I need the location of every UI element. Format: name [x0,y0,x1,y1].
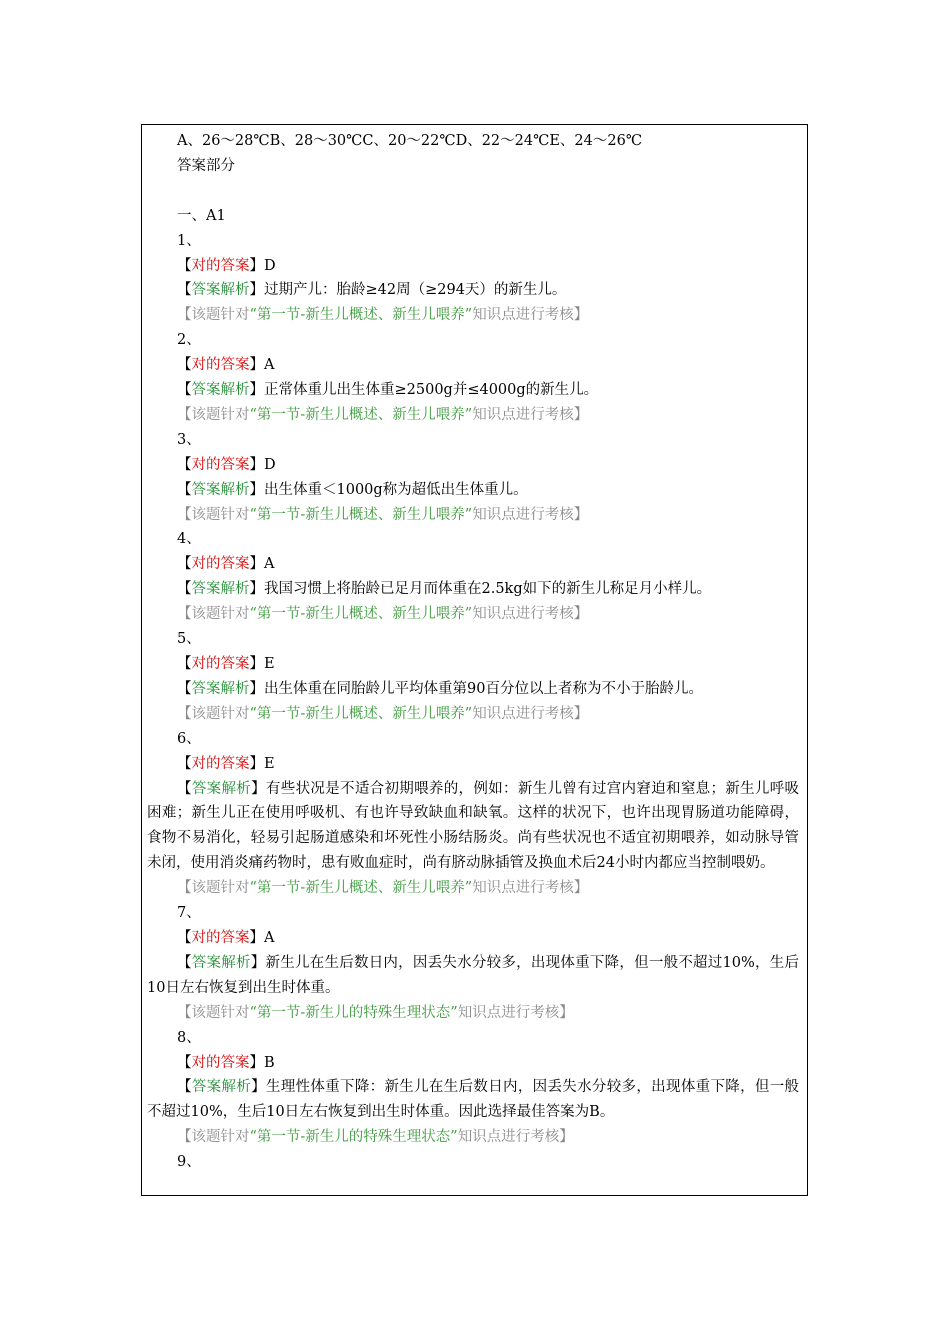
question-number: 1、 [177,232,201,249]
knowledge-note [147,403,799,428]
bracket-right: 】 [249,755,264,772]
bracket-right: 】 [251,780,266,797]
bracket-left: 【 [177,406,192,423]
bracket-right: 】 [249,481,264,498]
answer-label: 对的答案 [191,929,250,946]
knowledge-note [147,303,799,328]
blank-line [147,179,799,204]
document-content [142,125,807,1175]
note-prefix: 该题针对 [191,705,250,722]
note-suffix: 知识点进行考核 [472,506,574,523]
bracket-right: 】 [249,257,264,274]
note-suffix: 知识点进行考核 [472,606,574,623]
bracket-right: 】 [249,1054,264,1071]
analysis-label: 答案解析 [191,1079,252,1096]
analysis-paragraph [147,278,799,303]
analysis-paragraph [147,577,799,602]
answer-label: 对的答案 [191,357,250,374]
bracket-right: 】 [573,705,589,722]
knowledge-note [147,1001,799,1026]
bracket-left: 【 [177,282,192,299]
analysis-text: 生理性体重下降：新生儿在生后数日内，因丢失水分较多，出现体重下降，但一般不超过10%，生后10日左右恢复到出生时体重。因此选择最佳答案为B。 [147,1079,800,1121]
analysis-label: 答案解析 [191,680,250,697]
note-prefix: 该题针对 [191,606,250,623]
document-frame [141,124,808,1196]
question-number: 7、 [177,905,201,922]
note-suffix: 知识点进行考核 [472,406,574,423]
note-suffix: 知识点进行考核 [472,880,574,897]
bracket-left: 【 [177,257,192,274]
answer-line [147,254,799,279]
question-number: 2、 [177,332,201,349]
answer-label: 对的答案 [191,1054,250,1071]
note-topic: “第一节-新生儿的特殊生理状态” [249,1129,458,1146]
bracket-right: 】 [249,581,264,598]
bracket-right: 】 [573,406,589,423]
bracket-left: 【 [177,755,192,772]
answer-label: 对的答案 [191,257,250,274]
answer-line [147,552,799,577]
answer-line [147,1051,799,1076]
answer-value: A [264,556,275,573]
answer-value: A [264,929,275,946]
note-topic: “第一节-新生儿概述、新生儿喂养” [249,606,473,623]
bracket-left: 【 [177,606,192,623]
analysis-paragraph [147,777,799,877]
answer-label: 对的答案 [191,556,250,573]
analysis-text: 新生儿在生后数日内，因丢失水分较多，出现体重下降，但一般不超过10%，生后10日左右恢复到出生时体重。 [147,954,800,996]
analysis-paragraph [147,677,799,702]
bracket-left: 【 [177,680,192,697]
knowledge-note [147,503,799,528]
bracket-right: 】 [251,1079,266,1096]
analysis-label: 答案解析 [191,954,251,971]
bracket-right: 】 [559,1129,574,1146]
answer-label: 对的答案 [191,656,250,673]
analysis-text: 我国习惯上将胎龄已足月而体重在2.5kg如下的新生儿称足月小样儿。 [264,581,712,598]
bracket-right: 】 [249,456,264,473]
note-topic: “第一节-新生儿概述、新生儿喂养” [249,880,473,897]
options-line: A、26～28℃B、28～30℃C、20～22℃D、22～24℃E、24～26℃ [177,133,643,149]
bracket-left: 【 [177,1004,192,1021]
analysis-paragraph [147,478,799,503]
analysis-paragraph [147,951,799,1001]
note-prefix: 该题针对 [191,1004,250,1021]
analysis-text: 正常体重儿出生体重≥2500g并≤4000g的新生儿。 [264,382,599,399]
bracket-right: 】 [573,506,589,523]
bracket-left: 【 [177,481,192,498]
note-suffix: 知识点进行考核 [472,307,574,324]
bracket-left: 【 [177,705,192,722]
bracket-right: 】 [249,929,264,946]
bracket-right: 】 [559,1004,574,1021]
note-topic: “第一节-新生儿概述、新生儿喂养” [249,406,473,423]
answer-line [147,752,799,777]
analysis-label: 答案解析 [191,780,252,797]
analysis-paragraph [147,378,799,403]
analysis-label: 答案解析 [191,282,250,299]
note-prefix: 该题针对 [191,1129,250,1146]
note-suffix: 知识点进行考核 [457,1129,560,1146]
bracket-left: 【 [177,456,192,473]
question-list [147,229,799,1151]
note-topic: “第一节-新生儿概述、新生儿喂养” [249,307,473,324]
analysis-label: 答案解析 [191,382,250,399]
bracket-left: 【 [177,382,192,399]
answer-value: A [264,357,275,374]
bracket-right: 】 [573,606,589,623]
bracket-left: 【 [177,780,192,797]
bracket-left: 【 [177,656,192,673]
note-topic: “第一节-新生儿概述、新生儿喂养” [249,506,473,523]
analysis-text: 有些状况是不适合初期喂养的，例如：新生儿曾有过宫内窘迫和窒息；新生儿呼吸困难；新生儿正在使用呼吸机、有也许导致缺血和缺氧。这样的状况下，也许出现胃肠道功能障碍，食物不易消化，轻易引起肠道感染和坏死性小肠结肠炎。尚有些状况也不适宜初期喂养，如动脉导管未闭，使用消炎痛药物时，患有败血症时，尚有脐动脉插管及换血术后24小时内都应当控制喂奶。 [147,780,800,872]
note-suffix: 知识点进行考核 [457,1004,560,1021]
bracket-right: 】 [249,556,264,573]
bracket-left: 【 [177,929,192,946]
answer-label: 对的答案 [191,755,250,772]
question-number: 8、 [177,1029,201,1046]
analysis-label: 答案解析 [191,581,250,598]
bracket-left: 【 [177,506,192,523]
bracket-left: 【 [177,357,192,374]
answer-line [147,652,799,677]
bracket-right: 】 [249,357,264,374]
answer-value: D [264,456,276,473]
bracket-left: 【 [177,581,192,598]
bracket-left: 【 [177,307,192,324]
question-number: 6、 [177,730,201,747]
note-suffix: 知识点进行考核 [472,705,574,722]
bracket-right: 】 [573,880,589,897]
question-number: 4、 [177,531,201,548]
analysis-text: 过期产儿：胎龄≥42周（≥294天）的新生儿。 [264,282,567,299]
part-heading: 一、A1 [177,207,226,224]
answer-value: B [264,1054,275,1071]
answer-line [147,353,799,378]
answer-value: E [264,656,275,673]
bracket-left: 【 [177,1129,192,1146]
section-heading: 答案部分 [177,157,235,174]
question-number: 9、 [177,1154,201,1171]
analysis-paragraph [147,1075,799,1125]
note-topic: “第一节-新生儿概述、新生儿喂养” [249,705,473,722]
knowledge-note [147,702,799,727]
note-prefix: 该题针对 [191,506,250,523]
bracket-right: 】 [249,382,264,399]
bracket-left: 【 [177,880,192,897]
answer-value: D [264,257,276,274]
analysis-label: 答案解析 [191,481,250,498]
knowledge-note [147,1125,799,1150]
bracket-right: 】 [249,680,264,697]
answer-value: E [264,755,275,772]
answer-line [147,926,799,951]
bracket-right: 】 [249,282,264,299]
bracket-left: 【 [177,1079,192,1096]
bracket-left: 【 [177,954,192,971]
knowledge-note [147,876,799,901]
bracket-right: 】 [573,307,589,324]
bracket-left: 【 [177,1054,192,1071]
answer-label: 对的答案 [191,456,250,473]
analysis-text: 出生体重在同胎龄儿平均体重第90百分位以上者称为不小于胎龄儿。 [264,680,703,697]
question-number: 5、 [177,631,201,648]
analysis-text: 出生体重＜1000g称为超低出生体重儿。 [264,481,528,498]
question-number: 3、 [177,431,201,448]
knowledge-note [147,602,799,627]
bracket-right: 】 [249,656,264,673]
note-prefix: 该题针对 [191,880,250,897]
answer-line [147,453,799,478]
note-topic: “第一节-新生儿的特殊生理状态” [249,1004,458,1021]
bracket-left: 【 [177,556,192,573]
bracket-right: 】 [250,954,266,971]
note-prefix: 该题针对 [191,307,250,324]
note-prefix: 该题针对 [191,406,250,423]
